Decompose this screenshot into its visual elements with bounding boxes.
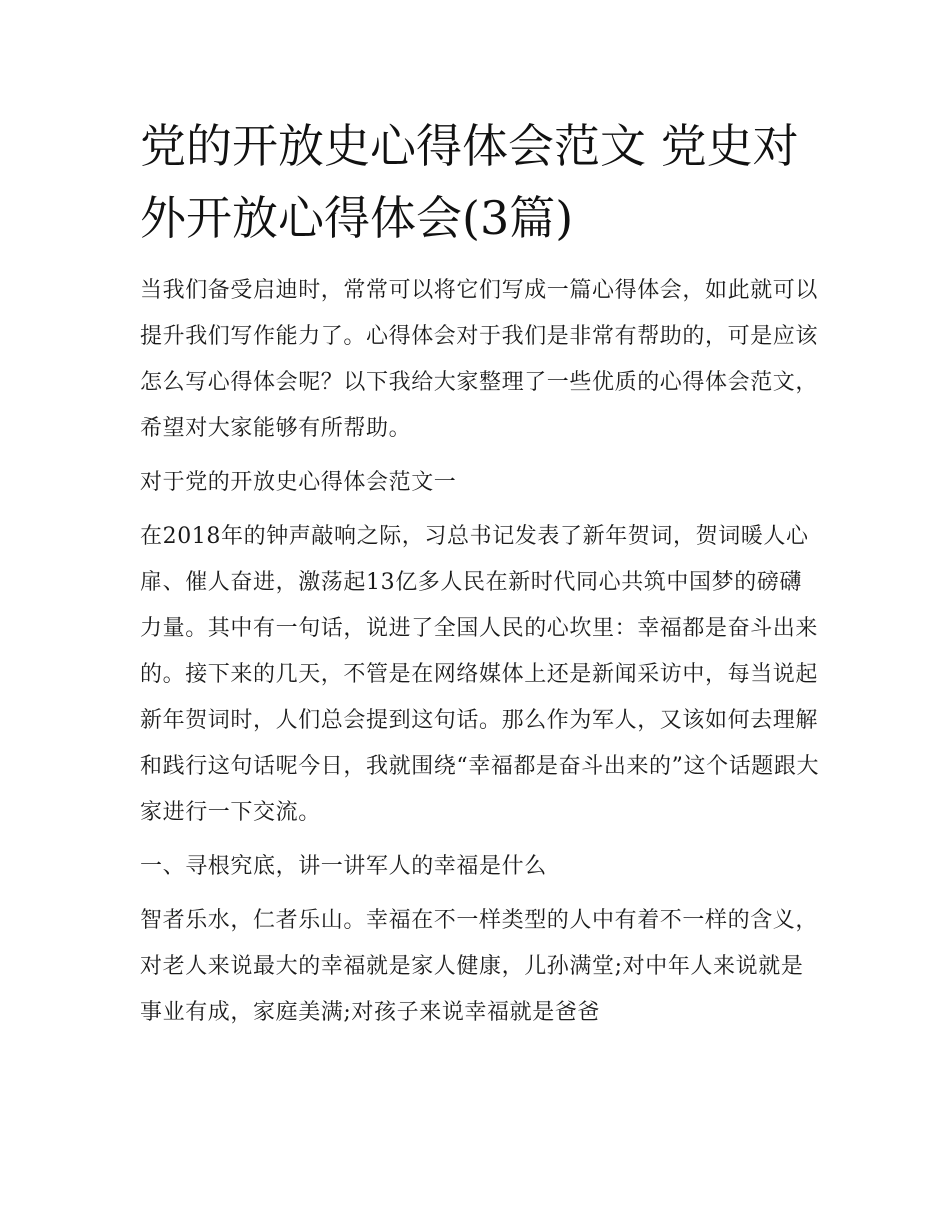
intro-paragraph: 当我们备受启迪时，常常可以将它们写成一篇心得体会，如此就可以提升我们写作能力了。心得体会对于我们是非常有帮助的，可是应该怎么写心得体会呢？以下我给大家整理了一些优质的心得体会范文，希望对大家能够有所帮助。 — [140, 278, 819, 441]
section-heading-point-one: 一、寻根究底，讲一讲军人的幸福是什么 — [140, 854, 547, 879]
document-content — [140, 110, 820, 1036]
document-title: 党的开放史心得体会范文 党史对外开放心得体会(3篇) — [140, 119, 799, 245]
body-paragraph: 智者乐水，仁者乐山。幸福在不一样类型的人中有着不一样的含义，对老人来说最大的幸福就是家人健康，儿孙满堂;对中年人来说就是事业有成，家庭美满;对孩子来说幸福就是爸爸 — [140, 908, 819, 1025]
body-paragraph: 在2018年的钟声敲响之际，习总书记发表了新年贺词，贺词暖人心扉、催人奋进，激荡起13亿多人民在新时代同心共筑中国梦的磅礴力量。其中有一句话，说进了全国人民的心坎里：幸福都是奋斗出来的。接下来的几天，不管是在网络媒体上还是新闻采访中，每当说起新年贺词时，人们总会提到这句话。那么作为军人，又该如何去理解和践行这句话呢今日，我就围绕“幸福都是奋斗出来的”这个话题跟大家进行一下交流。 — [140, 524, 820, 825]
section-heading-essay-one: 对于党的开放史心得体会范文一 — [140, 470, 457, 495]
